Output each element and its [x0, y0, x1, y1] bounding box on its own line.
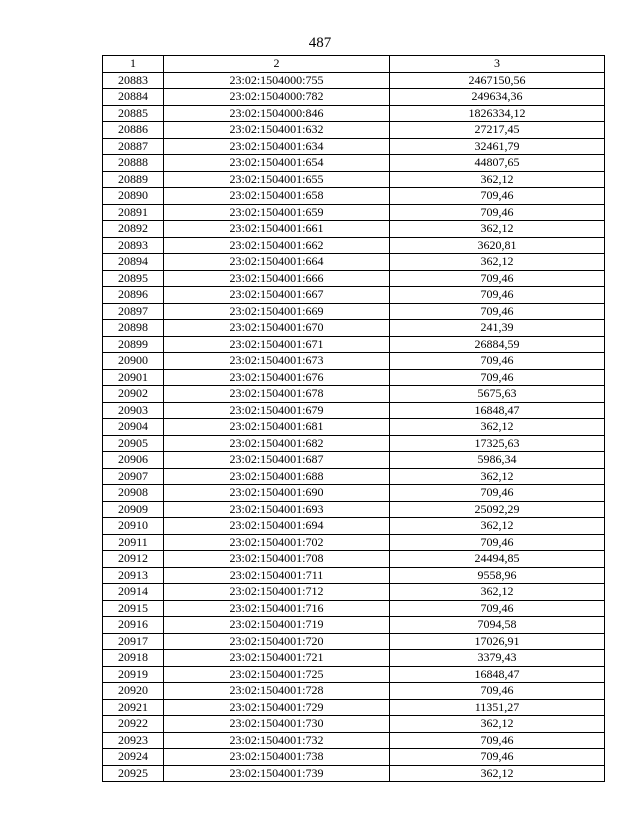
row-number-cell: 20892 [103, 221, 164, 238]
row-number-cell: 20907 [103, 468, 164, 485]
table-row [103, 105, 605, 122]
value-cell: 32461,79 [390, 138, 605, 155]
column-header-3: 3 [390, 56, 605, 73]
row-number-cell: 20925 [103, 765, 164, 782]
table-row [103, 485, 605, 502]
cadastral-number-cell: 23:02:1504001:634 [164, 138, 390, 155]
value-cell: 3620,81 [390, 237, 605, 254]
cadastral-number-cell: 23:02:1504001:739 [164, 765, 390, 782]
table-row [103, 468, 605, 485]
value-cell: 7094,58 [390, 617, 605, 634]
table-row [103, 171, 605, 188]
cadastral-number-cell: 23:02:1504001:693 [164, 501, 390, 518]
table-row [103, 138, 605, 155]
row-number-cell: 20885 [103, 105, 164, 122]
row-number-cell: 20899 [103, 336, 164, 353]
table-row [103, 567, 605, 584]
row-number-cell: 20924 [103, 749, 164, 766]
value-cell: 362,12 [390, 419, 605, 436]
table-body [103, 72, 605, 782]
table-row [103, 633, 605, 650]
cadastral-number-cell: 23:02:1504001:671 [164, 336, 390, 353]
header-row [103, 56, 605, 73]
table-row [103, 237, 605, 254]
row-number-cell: 20900 [103, 353, 164, 370]
row-number-cell: 20910 [103, 518, 164, 535]
table-row [103, 254, 605, 271]
cadastral-number-cell: 23:02:1504000:782 [164, 89, 390, 106]
row-number-cell: 20911 [103, 534, 164, 551]
row-number-cell: 20912 [103, 551, 164, 568]
table-row [103, 369, 605, 386]
cadastral-number-cell: 23:02:1504000:846 [164, 105, 390, 122]
value-cell: 1826334,12 [390, 105, 605, 122]
value-cell: 709,46 [390, 369, 605, 386]
row-number-cell: 20906 [103, 452, 164, 469]
row-number-cell: 20922 [103, 716, 164, 733]
cadastral-number-cell: 23:02:1504001:725 [164, 666, 390, 683]
value-cell: 709,46 [390, 303, 605, 320]
value-cell: 17026,91 [390, 633, 605, 650]
value-cell: 249634,36 [390, 89, 605, 106]
row-number-cell: 20884 [103, 89, 164, 106]
cadastral-number-cell: 23:02:1504001:711 [164, 567, 390, 584]
value-cell: 362,12 [390, 518, 605, 535]
cadastral-number-cell: 23:02:1504001:690 [164, 485, 390, 502]
table-row [103, 650, 605, 667]
table-row [103, 188, 605, 205]
row-number-cell: 20913 [103, 567, 164, 584]
table-row [103, 320, 605, 337]
value-cell: 11351,27 [390, 699, 605, 716]
row-number-cell: 20903 [103, 402, 164, 419]
table-row [103, 683, 605, 700]
table-row [103, 419, 605, 436]
value-cell: 362,12 [390, 716, 605, 733]
cadastral-number-cell: 23:02:1504001:708 [164, 551, 390, 568]
value-cell: 362,12 [390, 468, 605, 485]
table-row [103, 501, 605, 518]
value-cell: 709,46 [390, 287, 605, 304]
table-row [103, 699, 605, 716]
value-cell: 25092,29 [390, 501, 605, 518]
table-row [103, 435, 605, 452]
cadastral-number-cell: 23:02:1504001:664 [164, 254, 390, 271]
cadastral-number-cell: 23:02:1504001:667 [164, 287, 390, 304]
page-number: 487 [308, 35, 332, 51]
cadastral-number-cell: 23:02:1504001:678 [164, 386, 390, 403]
cadastral-number-cell: 23:02:1504001:682 [164, 435, 390, 452]
value-cell: 709,46 [390, 204, 605, 221]
table-row [103, 287, 605, 304]
row-number-cell: 20891 [103, 204, 164, 221]
value-cell: 709,46 [390, 485, 605, 502]
value-cell: 27217,45 [390, 122, 605, 139]
value-cell: 17325,63 [390, 435, 605, 452]
value-cell: 709,46 [390, 600, 605, 617]
row-number-cell: 20923 [103, 732, 164, 749]
value-cell: 16848,47 [390, 666, 605, 683]
cadastral-number-cell: 23:02:1504001:661 [164, 221, 390, 238]
row-number-cell: 20915 [103, 600, 164, 617]
value-cell: 709,46 [390, 270, 605, 287]
cadastral-number-cell: 23:02:1504001:673 [164, 353, 390, 370]
cadastral-number-cell: 23:02:1504001:654 [164, 155, 390, 172]
cadastral-number-cell: 23:02:1504001:728 [164, 683, 390, 700]
row-number-cell: 20904 [103, 419, 164, 436]
cadastral-number-cell: 23:02:1504001:681 [164, 419, 390, 436]
cadastral-number-cell: 23:02:1504001:729 [164, 699, 390, 716]
value-cell: 5675,63 [390, 386, 605, 403]
table-row [103, 221, 605, 238]
table-row [103, 336, 605, 353]
cadastral-number-cell: 23:02:1504001:669 [164, 303, 390, 320]
row-number-cell: 20896 [103, 287, 164, 304]
table-row [103, 122, 605, 139]
cadastral-number-cell: 23:02:1504000:755 [164, 72, 390, 89]
row-number-cell: 20920 [103, 683, 164, 700]
cadastral-number-cell: 23:02:1504001:679 [164, 402, 390, 419]
row-number-cell: 20916 [103, 617, 164, 634]
value-cell: 9558,96 [390, 567, 605, 584]
cadastral-number-cell: 23:02:1504001:716 [164, 600, 390, 617]
value-cell: 2467150,56 [390, 72, 605, 89]
cadastral-number-cell: 23:02:1504001:632 [164, 122, 390, 139]
value-cell: 362,12 [390, 765, 605, 782]
row-number-cell: 20883 [103, 72, 164, 89]
value-cell: 362,12 [390, 221, 605, 238]
row-number-cell: 20890 [103, 188, 164, 205]
row-number-cell: 20918 [103, 650, 164, 667]
row-number-cell: 20917 [103, 633, 164, 650]
row-number-cell: 20902 [103, 386, 164, 403]
cadastral-number-cell: 23:02:1504001:702 [164, 534, 390, 551]
row-number-cell: 20901 [103, 369, 164, 386]
table-row [103, 765, 605, 782]
cadastral-number-cell: 23:02:1504001:730 [164, 716, 390, 733]
table-row [103, 89, 605, 106]
table-row [103, 452, 605, 469]
row-number-cell: 20887 [103, 138, 164, 155]
table-row [103, 584, 605, 601]
table-row [103, 600, 605, 617]
table-row [103, 732, 605, 749]
value-cell: 709,46 [390, 353, 605, 370]
value-cell: 26884,59 [390, 336, 605, 353]
value-cell: 44807,65 [390, 155, 605, 172]
cadastral-number-cell: 23:02:1504001:662 [164, 237, 390, 254]
value-cell: 362,12 [390, 254, 605, 271]
cadastral-number-cell: 23:02:1504001:738 [164, 749, 390, 766]
cadastral-number-cell: 23:02:1504001:676 [164, 369, 390, 386]
row-number-cell: 20905 [103, 435, 164, 452]
table-row [103, 402, 605, 419]
cadastral-number-cell: 23:02:1504001:655 [164, 171, 390, 188]
data-table [102, 55, 605, 782]
cadastral-number-cell: 23:02:1504001:659 [164, 204, 390, 221]
cadastral-number-cell: 23:02:1504001:694 [164, 518, 390, 535]
row-number-cell: 20893 [103, 237, 164, 254]
value-cell: 3379,43 [390, 650, 605, 667]
row-number-cell: 20894 [103, 254, 164, 271]
value-cell: 709,46 [390, 683, 605, 700]
value-cell: 24494,85 [390, 551, 605, 568]
cadastral-number-cell: 23:02:1504001:712 [164, 584, 390, 601]
cadastral-number-cell: 23:02:1504001:687 [164, 452, 390, 469]
row-number-cell: 20898 [103, 320, 164, 337]
table-row [103, 204, 605, 221]
table-row [103, 551, 605, 568]
value-cell: 241,39 [390, 320, 605, 337]
table-row [103, 353, 605, 370]
row-number-cell: 20897 [103, 303, 164, 320]
table-row [103, 716, 605, 733]
cadastral-number-cell: 23:02:1504001:658 [164, 188, 390, 205]
table-row [103, 666, 605, 683]
cadastral-number-cell: 23:02:1504001:732 [164, 732, 390, 749]
row-number-cell: 20909 [103, 501, 164, 518]
value-cell: 362,12 [390, 171, 605, 188]
cadastral-number-cell: 23:02:1504001:719 [164, 617, 390, 634]
row-number-cell: 20888 [103, 155, 164, 172]
table-row [103, 270, 605, 287]
cadastral-number-cell: 23:02:1504001:688 [164, 468, 390, 485]
value-cell: 709,46 [390, 534, 605, 551]
value-cell: 5986,34 [390, 452, 605, 469]
value-cell: 709,46 [390, 188, 605, 205]
table-row [103, 749, 605, 766]
row-number-cell: 20889 [103, 171, 164, 188]
table-row [103, 617, 605, 634]
value-cell: 709,46 [390, 749, 605, 766]
table-row [103, 518, 605, 535]
table-row [103, 303, 605, 320]
row-number-cell: 20886 [103, 122, 164, 139]
row-number-cell: 20919 [103, 666, 164, 683]
table-header [103, 56, 605, 73]
row-number-cell: 20914 [103, 584, 164, 601]
row-number-cell: 20921 [103, 699, 164, 716]
table-row [103, 155, 605, 172]
table-row [103, 72, 605, 89]
value-cell: 16848,47 [390, 402, 605, 419]
cadastral-number-cell: 23:02:1504001:721 [164, 650, 390, 667]
table-row [103, 534, 605, 551]
column-header-2: 2 [164, 56, 390, 73]
column-header-1: 1 [103, 56, 164, 73]
row-number-cell: 20895 [103, 270, 164, 287]
cadastral-number-cell: 23:02:1504001:666 [164, 270, 390, 287]
cadastral-number-cell: 23:02:1504001:720 [164, 633, 390, 650]
table-row [103, 386, 605, 403]
row-number-cell: 20908 [103, 485, 164, 502]
cadastral-number-cell: 23:02:1504001:670 [164, 320, 390, 337]
value-cell: 362,12 [390, 584, 605, 601]
value-cell: 709,46 [390, 732, 605, 749]
